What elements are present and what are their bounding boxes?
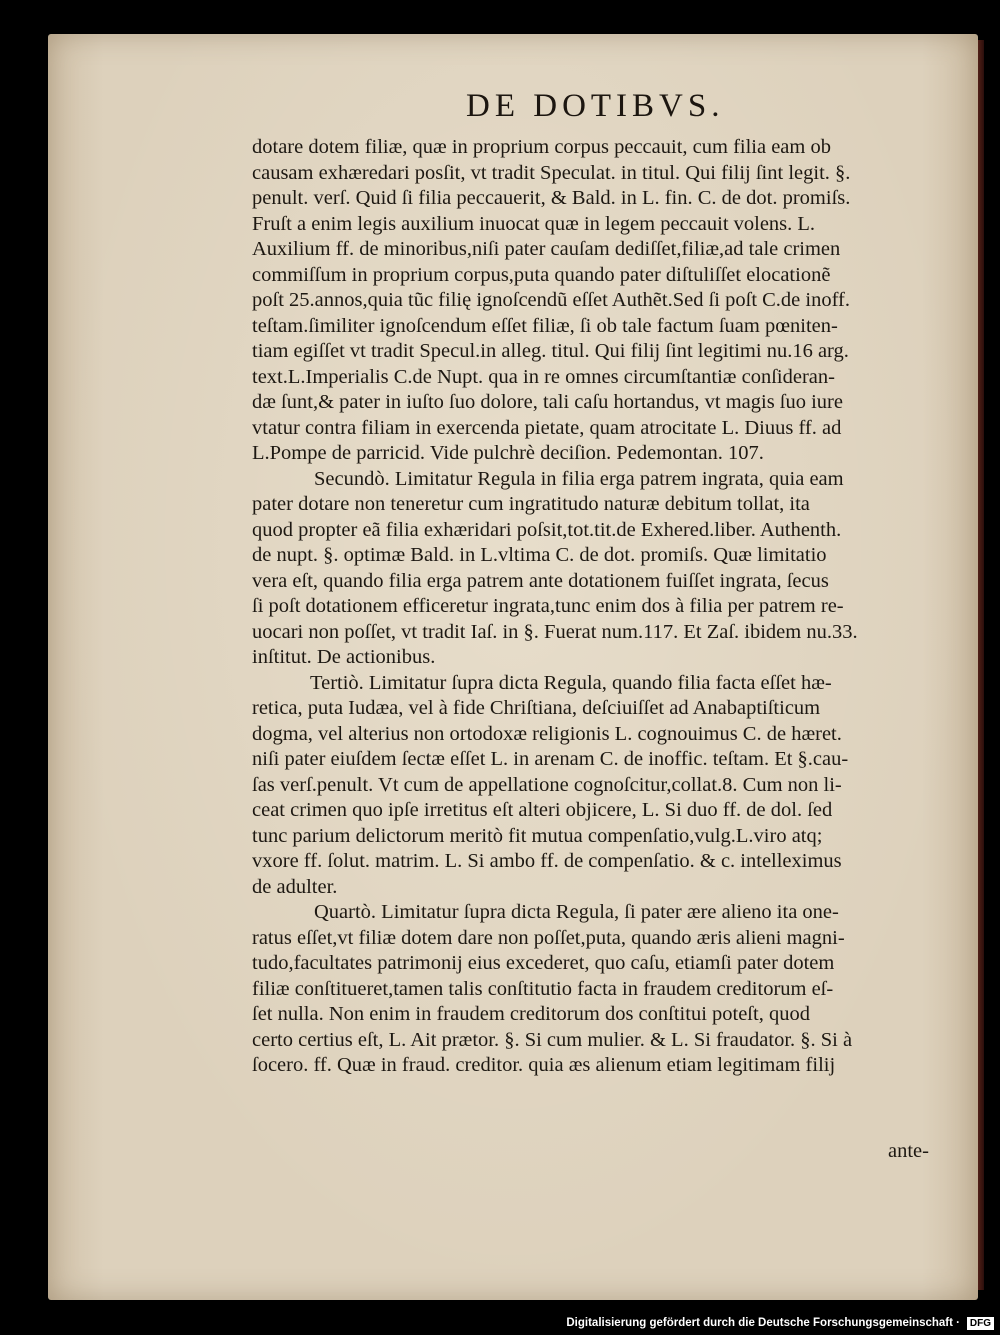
text-line: de nupt. §. optimæ Bald. in L.vltima C. de dot. promiſs. Quæ limitatio (252, 544, 827, 566)
text-line: vxore ff. ſolut. matrim. L. Si ambo ff. de compenſatio. & c. intelleximus (252, 850, 842, 872)
body-text (252, 135, 970, 1079)
text-line: retica, puta Iudæa, vel à fide Chriſtiana, deſciuiſſet ad Anabaptiſticum (252, 697, 821, 719)
catchword: ante- (888, 1140, 929, 1162)
text-line: L.Pompe de parricid. Vide pulchrè deciſion. Pedemontan. 107. (252, 442, 764, 464)
text-line: filiæ conſtitueret,tamen talis conſtitutio facta in fraudem creditorum eſ- (252, 977, 834, 1000)
text-line: poſt 25.annos,quia tũc filię ignoſcendũ eſſet Authẽt.Sed ſi poſt C.de inoff. (252, 289, 851, 311)
text-line: niſi pater eiuſdem ſectæ eſſet L. in arenam C. de inoffic. teſtam. Et §.cau- (252, 748, 849, 770)
text-line: ſet nulla. Non enim in fraudem creditorum dos conſtitui poteſt, quod (252, 1003, 810, 1025)
dfg-logo-icon: DFG (967, 1317, 994, 1330)
text-line: vtatur contra filiam in exercenda pietate, quam atrocitate L. Diuus ff. ad (252, 416, 842, 439)
text-line: teſtam.ſimiliter ignoſcendum eſſet filiæ, ſi ob tale factum ſuam pœniten- (252, 314, 838, 337)
text-line: inſtitut. De actionibus. (252, 646, 436, 668)
text-line: ſas verſ.penult. Vt cum de appellatione cognoſcitur,collat.8. Cum non li- (252, 773, 842, 796)
text-line: pater dotare non teneretur cum ingratitudo naturæ debitum tollat, ita (252, 493, 810, 515)
text-line: uocari non poſſet, vt tradit Iaſ. in §. Fuerat num.117. Et Zaſ. ibidem nu.33. (252, 620, 858, 643)
text-line: ſocero. ff. Quæ in fraud. creditor. quia æs alienum etiam legitimam filij (252, 1054, 836, 1076)
text-line: ceat crimen quo ipſe irretitus eſt alteri objicere, L. Si duo ff. de dol. ſed (252, 799, 833, 821)
text-line: quod propter eã filia exhæridari poſsit,tot.tit.de Exhered.liber. Authenth. (252, 518, 842, 541)
text-line: ſi poſt dotationem efficeretur ingrata,tunc enim dos à filia per patrem re- (252, 595, 844, 617)
text-line-paragraph-start: Secundò. Limitatur Regula in filia erga patrem ingrata, quia eam (314, 467, 844, 490)
page-edge (978, 40, 984, 1290)
text-line: text.L.Imperialis C.de Nupt. qua in re omnes circumſtantiæ conſideran- (252, 365, 835, 388)
text-line: de adulter. (252, 875, 338, 898)
text-line: commiſſum in proprium corpus,puta quando pater diſtuliſſet elocationẽ (252, 263, 831, 286)
text-line: tiam egiſſet vt tradit Specul.in alleg. titul. Qui filij ſint legitimi nu.16 arg. (252, 340, 849, 362)
text-line: Auxilium ff. de minoribus,niſi pater cauſam dediſſet,filiæ,ad tale crimen (252, 238, 841, 260)
text-line: penult. verſ. Quid ſi filia peccauerit, & Bald. in L. fin. C. de dot. promiſs. (252, 187, 851, 209)
text-line: causam exhæredari posſit, vt tradit Speculat. in titul. Qui filij ſint legit. §. (252, 161, 851, 184)
running-head: DE DOTIBVS. (466, 88, 725, 124)
text-line: tudo,facultates patrimonij eius excederet, quo caſu, etiamſi pater dotem (252, 952, 835, 974)
text-line: Fruſt a enim legis auxilium inuocat quæ in legem peccauit volens. L. (252, 212, 816, 235)
text-line-paragraph-start: Tertiò. Limitatur ſupra dicta Regula, quando filia facta eſſet hæ- (310, 671, 832, 694)
funding-notice: Digitalisierung gefördert durch die Deutsche Forschungsgemeinschaft · (566, 1317, 960, 1329)
text-line: dotare dotem filiæ, quæ in proprium corpus peccauit, cum filia eam ob (252, 136, 831, 158)
text-line: tunc parium delictorum meritò fit mutua compenſatio,vulg.L.viro atq; (252, 824, 823, 847)
text-line-paragraph-start: Quartò. Limitatur ſupra dicta Regula, ſi pater ære alieno ita one- (314, 901, 839, 923)
text-line: vera eſt, quando filia erga patrem ante dotationem fuiſſet ingrata, ſecus (252, 569, 829, 592)
footer-bar (0, 1312, 1000, 1335)
text-line: dæ ſunt,& pater in iuſto ſuo dolore, tali caſu hortandus, vt magis ſuo iure (252, 391, 843, 413)
text-line: ratus eſſet,vt filiæ dotem dare non poſſet,puta, quando æris alieni magni- (252, 926, 845, 949)
text-line: dogma, vel alterius non ortodoxæ religionis L. cognouimus C. de hæret. (252, 722, 842, 745)
text-line: certo certius eſt, L. Ait prætor. §. Si cum mulier. & L. Si fraudator. §. Si à (252, 1028, 853, 1051)
